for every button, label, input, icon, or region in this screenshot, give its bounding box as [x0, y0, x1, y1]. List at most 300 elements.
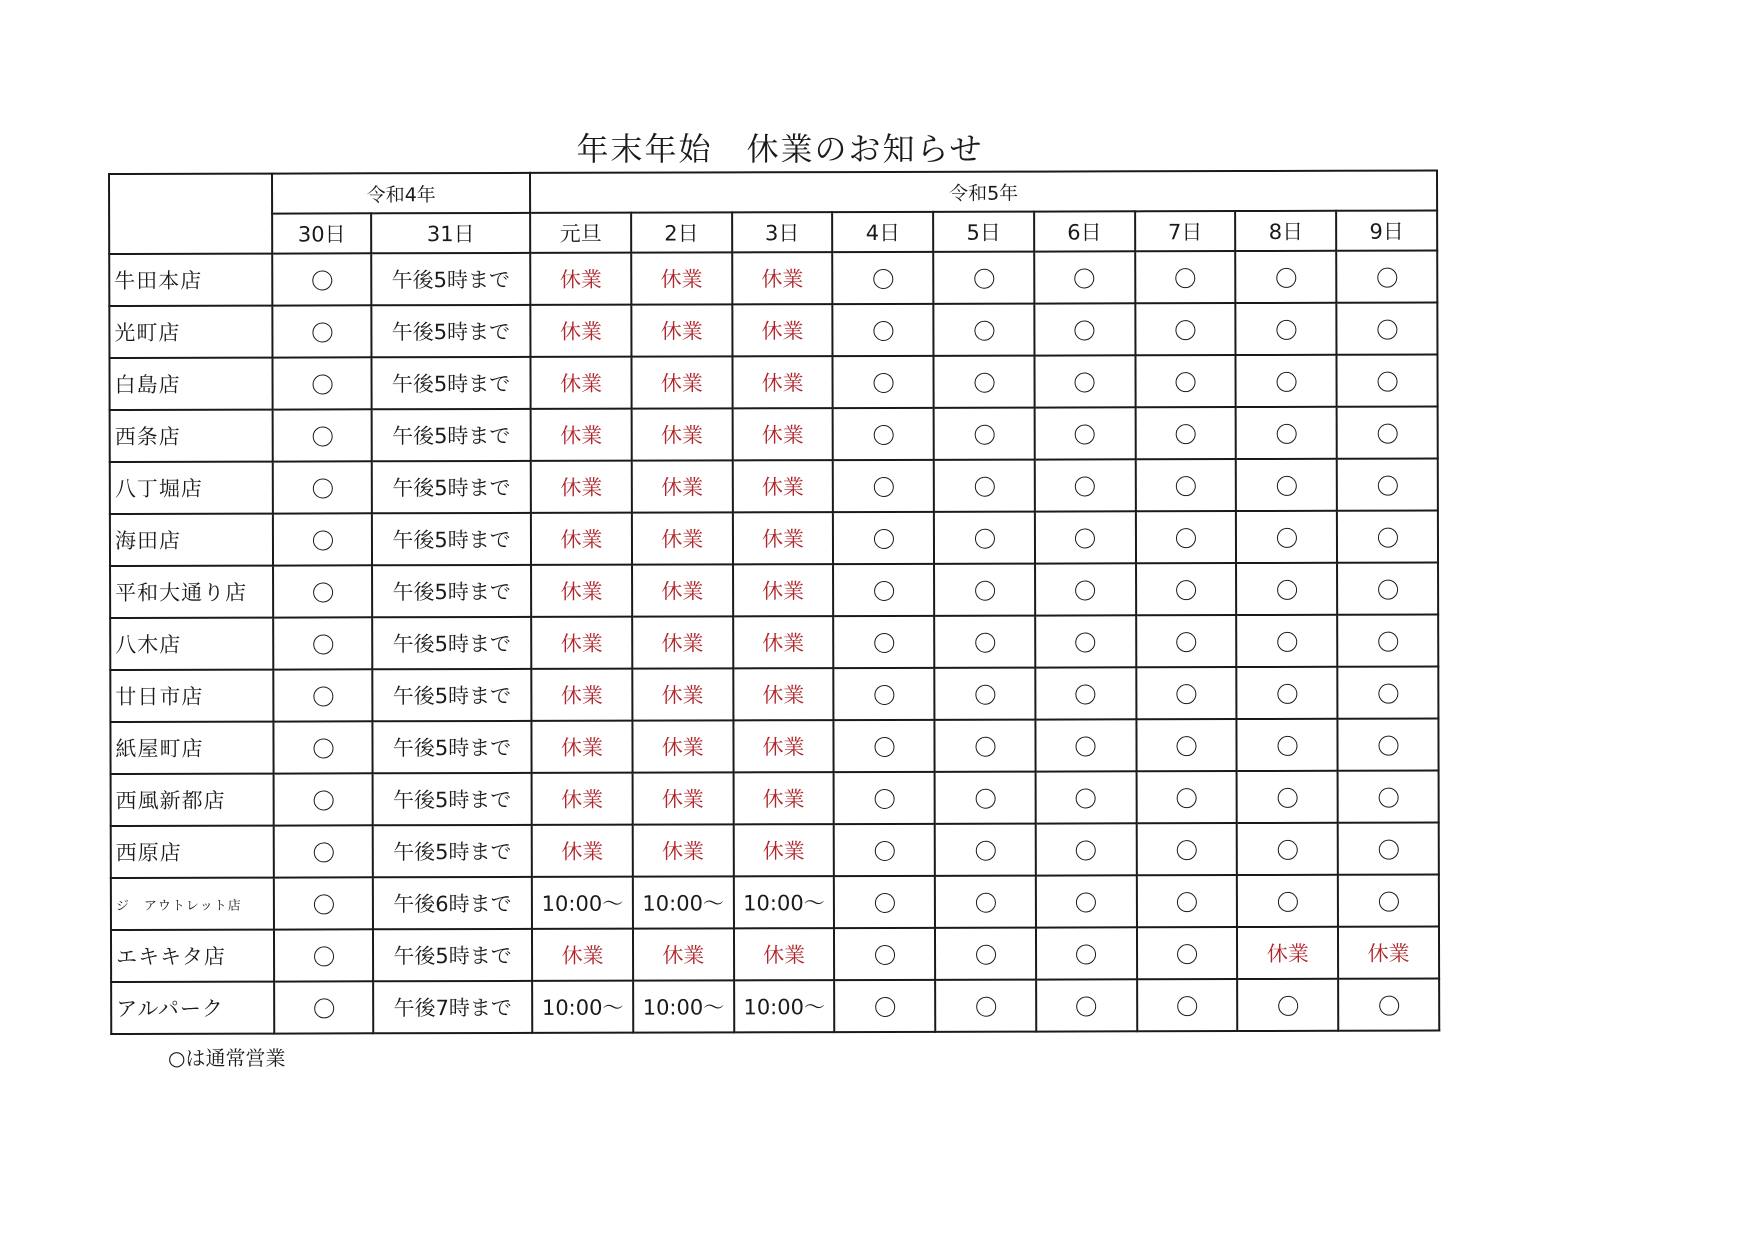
open-circle-icon: [974, 477, 994, 497]
open-circle-icon: [1075, 372, 1095, 392]
closed-cell: 休業: [532, 825, 633, 877]
store-name-cell: 牛田本店: [109, 254, 272, 306]
table-row: [110, 407, 1438, 462]
hours-cell: 午後5時まで: [372, 409, 531, 461]
open-cell: [273, 461, 372, 513]
closed-cell: 休業: [632, 564, 733, 616]
open-cell: [1337, 407, 1438, 459]
hours-cell: 10:00～: [532, 981, 633, 1033]
hours-cell: 10:00～: [633, 876, 734, 928]
open-cell: [1137, 927, 1238, 979]
open-circle-icon: [1076, 684, 1096, 704]
closed-cell: 休業: [532, 773, 633, 825]
open-cell: [833, 460, 934, 512]
store-name-cell: アルパーク: [111, 982, 274, 1034]
open-circle-icon: [1277, 580, 1297, 600]
open-circle-icon: [1378, 736, 1398, 756]
table-row: [111, 979, 1439, 1034]
open-cell: [1136, 563, 1237, 615]
open-circle-icon: [1177, 944, 1197, 964]
store-name-cell: 八丁堀店: [110, 462, 273, 514]
store-name-cell: 八木店: [110, 618, 273, 670]
closed-cell: 休業: [531, 357, 632, 409]
open-circle-icon: [1076, 944, 1096, 964]
open-cell: [833, 512, 934, 564]
open-circle-icon: [313, 634, 333, 654]
store-name-cell: 西原店: [111, 826, 274, 878]
open-cell: [933, 252, 1034, 304]
day-header-cell: 2日: [631, 212, 732, 252]
page-title: 年末年始 休業のお知らせ: [576, 130, 984, 168]
open-circle-icon: [1278, 840, 1298, 860]
open-circle-icon: [312, 478, 332, 498]
open-circle-icon: [873, 373, 893, 393]
table-row: [111, 823, 1439, 878]
open-circle-icon: [976, 945, 996, 965]
open-circle-icon: [1176, 580, 1196, 600]
open-circle-icon: [1377, 424, 1397, 444]
open-cell: [833, 252, 934, 304]
table-row: [111, 927, 1439, 982]
open-circle-icon: [975, 737, 995, 757]
open-circle-icon: [1378, 684, 1398, 704]
hours-cell: 午後7時まで: [373, 981, 532, 1033]
open-cell: [1236, 563, 1337, 615]
day-header-cell: 31日: [371, 213, 530, 253]
open-circle-icon: [1276, 424, 1296, 444]
closed-cell: 休業: [531, 513, 632, 565]
open-circle-icon: [1276, 320, 1296, 340]
closed-cell: 休業: [732, 304, 833, 356]
table-row: [111, 771, 1439, 826]
day-header-cell: 5日: [933, 212, 1034, 252]
open-cell: [934, 512, 1035, 564]
open-circle-icon: [1076, 892, 1096, 912]
closed-cell: 休業: [632, 460, 733, 512]
open-cell: [835, 980, 936, 1032]
open-cell: [1035, 615, 1136, 667]
open-circle-icon: [975, 789, 995, 809]
table-row: [110, 719, 1438, 774]
open-circle-icon: [1377, 528, 1397, 548]
closed-cell: 休業: [633, 824, 734, 876]
open-circle-icon: [1378, 632, 1398, 652]
open-circle-icon: [975, 893, 995, 913]
store-name-cell: 廿日市店: [110, 670, 273, 722]
open-cell: [1136, 771, 1237, 823]
hours-cell: 午後5時まで: [372, 721, 531, 773]
open-circle-icon: [873, 269, 893, 289]
open-circle-icon: [873, 321, 893, 341]
open-circle-icon: [1175, 320, 1195, 340]
day-header-cell: 7日: [1135, 211, 1236, 251]
open-cell: [274, 825, 373, 877]
closed-cell: 休業: [631, 252, 732, 304]
closed-cell: 休業: [733, 512, 834, 564]
open-cell: [1036, 927, 1137, 979]
open-cell: [1035, 459, 1136, 511]
open-circle-icon: [1076, 788, 1096, 808]
open-cell: [1338, 771, 1439, 823]
open-cell: [935, 980, 1036, 1032]
day-header-cell: 6日: [1034, 211, 1135, 251]
open-circle-icon: [314, 998, 334, 1018]
open-circle-icon: [1278, 996, 1298, 1016]
open-cell: [934, 564, 1035, 616]
open-cell: [934, 356, 1035, 408]
store-name-cell: 光町店: [109, 306, 272, 358]
open-circle-icon: [974, 269, 994, 289]
open-cell: [1035, 667, 1136, 719]
day-header-cell: 元旦: [530, 213, 631, 253]
open-cell: [1237, 823, 1338, 875]
open-cell: [834, 824, 935, 876]
open-cell: [935, 772, 1036, 824]
open-cell: [1034, 303, 1135, 355]
open-cell: [273, 357, 372, 409]
open-circle-icon: [974, 425, 994, 445]
open-circle-icon: [1377, 320, 1397, 340]
open-circle-icon: [875, 945, 895, 965]
open-cell: [1137, 979, 1238, 1031]
open-cell: [1237, 875, 1338, 927]
open-cell: [934, 460, 1035, 512]
hours-cell: 午後5時まで: [372, 461, 531, 513]
open-circle-icon: [1377, 476, 1397, 496]
open-cell: [1238, 979, 1339, 1031]
open-cell: [1136, 511, 1237, 563]
open-circle-icon: [313, 894, 333, 914]
open-circle-icon: [875, 841, 895, 861]
closed-cell: 休業: [734, 928, 835, 980]
open-cell: [1035, 719, 1136, 771]
open-circle-icon: [1378, 788, 1398, 808]
open-cell: [834, 668, 935, 720]
open-circle-icon: [1378, 840, 1398, 860]
open-cell: [1034, 251, 1135, 303]
closed-cell: 休業: [733, 772, 834, 824]
open-cell: [1237, 667, 1338, 719]
open-circle-icon: [1176, 736, 1196, 756]
closed-cell: 休業: [733, 668, 834, 720]
open-circle-icon: [313, 842, 333, 862]
open-circle-icon: [313, 582, 333, 602]
closed-cell: 休業: [532, 721, 633, 773]
open-cell: [1337, 459, 1438, 511]
open-cell: [1136, 875, 1237, 927]
open-circle-icon: [314, 946, 334, 966]
table-row: [110, 563, 1438, 618]
hours-cell: 午後5時まで: [371, 253, 530, 305]
open-cell: [274, 929, 373, 981]
table-row: [109, 303, 1437, 358]
open-cell: [933, 304, 1034, 356]
open-cell: [834, 876, 935, 928]
year-header-row: [109, 171, 1437, 214]
closed-cell: 休業: [530, 305, 631, 357]
hours-cell: 10:00～: [734, 980, 835, 1032]
schedule-body: [109, 251, 1439, 1034]
table-row: [110, 511, 1438, 566]
open-cell: [1036, 979, 1137, 1031]
year-header-reiwa5: 令和5年: [530, 171, 1437, 213]
closed-cell: 休業: [631, 356, 732, 408]
open-cell: [273, 305, 372, 357]
year-header-reiwa4: 令和4年: [272, 173, 530, 214]
open-circle-icon: [1277, 632, 1297, 652]
corner-cell: [109, 174, 272, 254]
open-cell: [1035, 771, 1136, 823]
open-cell: [935, 928, 1036, 980]
hours-cell: 午後5時まで: [371, 357, 530, 409]
open-circle-icon: [313, 686, 333, 706]
closed-cell: 休業: [632, 720, 733, 772]
table-row: [110, 615, 1438, 670]
open-cell: [1236, 303, 1337, 355]
store-name-cell: 白島店: [109, 358, 272, 410]
open-circle-icon: [1175, 268, 1195, 288]
open-circle-icon: [874, 477, 894, 497]
table-row: [109, 355, 1437, 410]
open-circle-icon: [312, 374, 332, 394]
closed-cell: 休業: [531, 669, 632, 721]
open-cell: [833, 304, 934, 356]
open-cell: [1135, 251, 1236, 303]
closed-cell: 休業: [733, 824, 834, 876]
closed-cell: 休業: [732, 356, 833, 408]
closed-cell: 休業: [733, 616, 834, 668]
open-circle-icon: [1075, 320, 1095, 340]
open-circle-icon: [875, 893, 895, 913]
open-cell: [273, 409, 372, 461]
closed-cell: 休業: [632, 408, 733, 460]
open-cell: [1237, 771, 1338, 823]
open-cell: [1336, 303, 1437, 355]
open-circle-icon: [1276, 372, 1296, 392]
hours-cell: 午後5時まで: [372, 565, 531, 617]
closed-cell: 休業: [530, 253, 631, 305]
open-circle-icon: [1377, 372, 1397, 392]
closed-cell: 休業: [633, 928, 734, 980]
table-row: [110, 667, 1438, 722]
closed-cell: 休業: [732, 408, 833, 460]
table-row: [111, 875, 1439, 930]
open-circle-icon: [874, 737, 894, 757]
open-circle-icon: [313, 530, 333, 550]
open-circle-icon: [1378, 580, 1398, 600]
hours-cell: 10:00～: [633, 980, 734, 1032]
closed-cell: 休業: [732, 252, 833, 304]
open-cell: [934, 408, 1035, 460]
open-cell: [834, 720, 935, 772]
open-circle-icon: [874, 529, 894, 549]
closed-cell: 休業: [532, 929, 633, 981]
hours-cell: 午後5時まで: [372, 669, 531, 721]
open-cell: [1035, 511, 1136, 563]
open-circle-icon: [1176, 424, 1196, 444]
open-circle-icon: [1176, 372, 1196, 392]
store-name-cell: ジ アウトレット店: [111, 878, 274, 930]
day-header-cell: 3日: [732, 212, 833, 252]
open-circle-icon: [1277, 528, 1297, 548]
open-cell: [1136, 615, 1237, 667]
store-name-cell: 海田店: [110, 514, 273, 566]
hours-cell: 午後6時まで: [373, 877, 532, 929]
store-name-cell: 平和大通り店: [110, 566, 273, 618]
hours-cell: 午後5時まで: [372, 513, 531, 565]
open-circle-icon: [975, 633, 995, 653]
open-circle-icon: [874, 789, 894, 809]
open-cell: [935, 720, 1036, 772]
open-cell: [1135, 459, 1236, 511]
closed-cell: 休業: [733, 564, 834, 616]
open-cell: [1135, 407, 1236, 459]
closed-cell: 休業: [631, 304, 732, 356]
open-circle-icon: [1075, 580, 1095, 600]
open-cell: [273, 617, 372, 669]
open-circle-icon: [1377, 268, 1397, 288]
open-circle-icon: [874, 633, 894, 653]
closed-cell: 休業: [632, 772, 733, 824]
legend-note: ○は通常営業: [168, 1046, 286, 1070]
open-cell: [1136, 667, 1237, 719]
open-cell: [274, 721, 373, 773]
closed-cell: 休業: [632, 668, 733, 720]
open-cell: [1135, 355, 1236, 407]
open-circle-icon: [1176, 476, 1196, 496]
closed-cell: 休業: [1338, 927, 1439, 979]
open-circle-icon: [312, 322, 332, 342]
open-cell: [274, 669, 373, 721]
hours-cell: 午後5時まで: [373, 825, 532, 877]
open-circle-icon: [1379, 996, 1399, 1016]
open-cell: [833, 564, 934, 616]
open-circle-icon: [313, 738, 333, 758]
open-circle-icon: [1278, 892, 1298, 912]
open-circle-icon: [1076, 996, 1096, 1016]
open-circle-icon: [1076, 840, 1096, 860]
open-cell: [272, 253, 371, 305]
table-row: [109, 251, 1437, 306]
open-circle-icon: [975, 841, 995, 861]
open-cell: [1036, 875, 1137, 927]
open-circle-icon: [1075, 476, 1095, 496]
open-cell: [274, 773, 373, 825]
open-cell: [1237, 615, 1338, 667]
open-cell: [1237, 719, 1338, 771]
day-header-cell: 4日: [832, 212, 933, 252]
open-circle-icon: [1075, 268, 1095, 288]
open-cell: [934, 668, 1035, 720]
store-name-cell: エキキタ店: [111, 930, 274, 982]
open-cell: [1337, 615, 1438, 667]
day-header-cell: 30日: [272, 213, 371, 253]
table-row: [110, 459, 1438, 514]
closed-cell: 休業: [531, 409, 632, 461]
closed-cell: 休業: [1237, 927, 1338, 979]
open-circle-icon: [312, 426, 332, 446]
open-cell: [934, 616, 1035, 668]
open-circle-icon: [1076, 736, 1096, 756]
open-cell: [1338, 719, 1439, 771]
open-cell: [1035, 563, 1136, 615]
day-header-cell: 8日: [1235, 211, 1336, 251]
open-cell: [1337, 511, 1438, 563]
hours-cell: 午後5時まで: [373, 773, 532, 825]
closed-cell: 休業: [632, 512, 733, 564]
open-circle-icon: [1176, 684, 1196, 704]
open-cell: [833, 356, 934, 408]
open-cell: [1136, 823, 1237, 875]
open-circle-icon: [975, 685, 995, 705]
open-circle-icon: [874, 581, 894, 601]
open-circle-icon: [1378, 892, 1398, 912]
closed-cell: 休業: [632, 616, 733, 668]
open-circle-icon: [875, 997, 895, 1017]
open-cell: [1336, 251, 1437, 303]
open-cell: [1236, 459, 1337, 511]
open-cell: [834, 928, 935, 980]
open-cell: [1337, 667, 1438, 719]
open-cell: [1236, 407, 1337, 459]
open-circle-icon: [1277, 476, 1297, 496]
day-header-cell: 9日: [1336, 211, 1437, 251]
open-circle-icon: [974, 321, 994, 341]
open-circle-icon: [1277, 788, 1297, 808]
open-circle-icon: [975, 581, 995, 601]
hours-cell: 10:00～: [733, 876, 834, 928]
day-header-row: [109, 211, 1437, 254]
open-cell: [935, 876, 1036, 928]
open-cell: [274, 877, 373, 929]
closed-cell: 休業: [531, 461, 632, 513]
open-cell: [834, 772, 935, 824]
open-circle-icon: [312, 270, 332, 290]
open-cell: [1236, 355, 1337, 407]
open-circle-icon: [873, 425, 893, 445]
open-cell: [1135, 303, 1236, 355]
open-circle-icon: [1277, 684, 1297, 704]
open-circle-icon: [1075, 424, 1095, 444]
holiday-schedule-table: [108, 170, 1440, 1035]
hours-cell: 午後5時まで: [373, 929, 532, 981]
open-circle-icon: [974, 373, 994, 393]
open-cell: [1337, 563, 1438, 615]
open-cell: [1236, 251, 1337, 303]
closed-cell: 休業: [531, 617, 632, 669]
open-circle-icon: [1177, 996, 1197, 1016]
open-circle-icon: [976, 997, 996, 1017]
store-name-cell: 紙屋町店: [110, 722, 273, 774]
hours-cell: 10:00～: [532, 877, 633, 929]
open-cell: [1338, 979, 1439, 1031]
open-cell: [834, 616, 935, 668]
open-cell: [274, 981, 373, 1033]
open-circle-icon: [1277, 736, 1297, 756]
open-cell: [833, 408, 934, 460]
open-cell: [1337, 355, 1438, 407]
open-circle-icon: [1176, 528, 1196, 548]
open-circle-icon: [974, 529, 994, 549]
store-name-cell: 西条店: [110, 410, 273, 462]
open-circle-icon: [1176, 632, 1196, 652]
open-cell: [1338, 875, 1439, 927]
open-cell: [273, 513, 372, 565]
open-cell: [273, 565, 372, 617]
open-cell: [1035, 407, 1136, 459]
hours-cell: 午後5時まで: [371, 305, 530, 357]
open-circle-icon: [1075, 632, 1095, 652]
